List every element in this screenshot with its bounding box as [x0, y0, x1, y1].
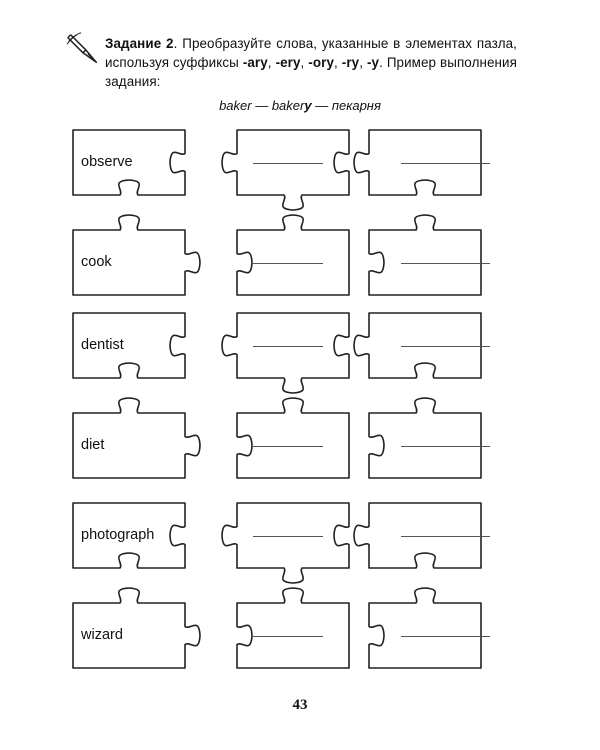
puzzle-piece-answer	[222, 130, 349, 210]
puzzle-word: diet	[81, 436, 105, 453]
example-line: baker — bakery — пекарня	[219, 98, 381, 113]
puzzle-piece-answer	[354, 503, 481, 568]
puzzle-piece-answer	[222, 313, 349, 393]
task-text-after: . Пример выполнения задания:	[105, 55, 517, 89]
page-number: 43	[292, 697, 308, 713]
example-word: baker	[219, 98, 252, 113]
puzzle-word: cook	[81, 253, 112, 270]
example-derived: bakery	[271, 98, 312, 113]
puzzle-piece-answer	[369, 398, 481, 478]
puzzle-piece-answer	[237, 588, 349, 668]
example-suffix: y	[304, 98, 312, 113]
task-text-before: . Преобразуйте слова, указанные в элементах пазла, используя суффиксы	[105, 36, 517, 70]
puzzle-word: wizard	[81, 626, 123, 643]
suffix-ory: -ory	[308, 55, 334, 70]
suffix-ry: -ry	[341, 55, 360, 70]
puzzle-piece-answer	[237, 398, 349, 478]
puzzle-piece-answer	[237, 215, 349, 295]
task-instructions: Задание 2. Преобразуйте слова, указанные в элементах пазла, используя суффиксы -ary, -ery, -ory, -ry, -y. Пример выполнения задания:	[105, 36, 517, 89]
example-translation: пекарня	[331, 98, 381, 113]
puzzle-word: dentist	[81, 336, 124, 353]
puzzle-word: observe	[81, 153, 133, 170]
puzzle-piece-answer	[354, 313, 481, 378]
puzzle-piece-answer	[369, 215, 481, 295]
task-label: Задание 2	[105, 36, 174, 51]
puzzle-word: photograph	[81, 526, 155, 543]
puzzle-piece-answer	[222, 503, 349, 583]
puzzle-piece-answer	[369, 588, 481, 668]
puzzle-piece-answer	[354, 130, 481, 195]
suffix-ery: -ery	[275, 55, 301, 70]
suffix-y: -y	[366, 55, 380, 70]
suffix-ary: -ary	[242, 55, 268, 70]
